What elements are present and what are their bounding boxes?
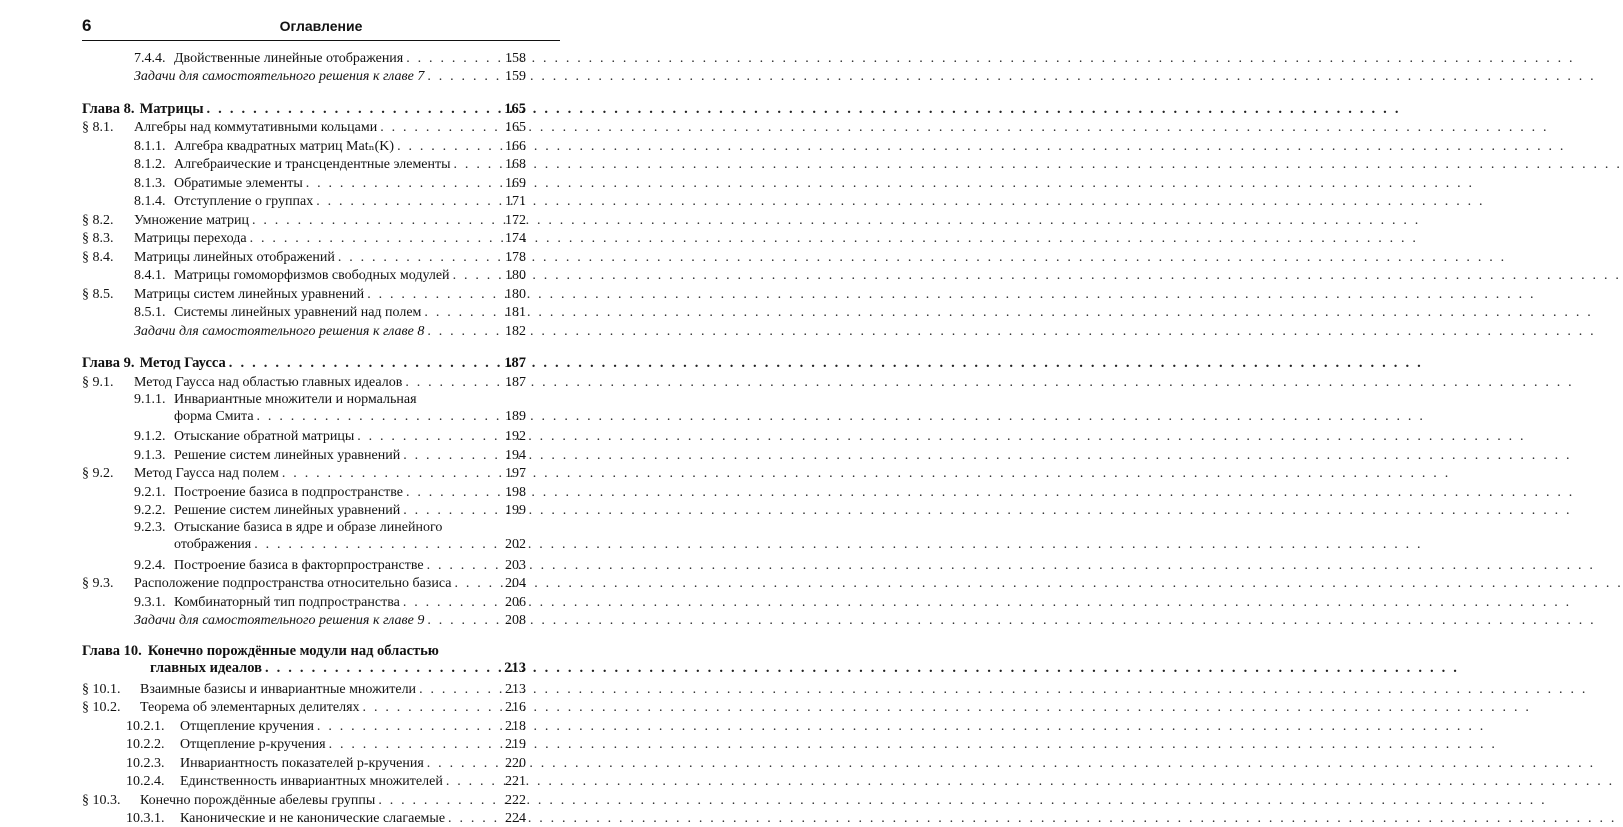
entry-title: Отщепление p-кручения: [180, 736, 326, 753]
entry-page: 165: [502, 101, 526, 118]
running-title: Оглавление: [82, 18, 560, 34]
toc-entry[interactable]: [82, 643, 526, 679]
dot-leader: [367, 286, 499, 303]
entry-number: 9.2.2.: [134, 502, 174, 519]
entry-title: Алгебраические и трансцендентные элементы: [174, 156, 451, 173]
toc-entry[interactable]: [82, 284, 526, 303]
dot-leader: [317, 718, 499, 735]
entry-number: 10.3.1.: [126, 810, 180, 827]
entry-page: 187: [502, 374, 526, 391]
entry-title: Задачи для самостоятельного решения к главе 7: [134, 68, 424, 85]
toc-entry[interactable]: [82, 679, 526, 698]
toc-entry[interactable]: [82, 772, 526, 791]
toc-entry[interactable]: [82, 229, 526, 248]
dot-leader: [403, 502, 499, 519]
entry-title: Взаимные базисы и инвариантные множители: [140, 681, 416, 698]
toc-entry[interactable]: [82, 173, 526, 192]
entry-page: 194: [502, 447, 526, 464]
toc-entry[interactable]: [82, 118, 526, 137]
chapter-gap: [82, 629, 526, 643]
toc-entry[interactable]: [82, 501, 526, 520]
dot-leader: [397, 138, 499, 155]
entry-page: 208: [502, 612, 526, 629]
entry-title-cont: отображения: [174, 536, 251, 553]
entry-number: Глава 8.: [82, 101, 135, 118]
dot-leader: [427, 323, 499, 340]
entry-number: 9.2.3.: [134, 519, 174, 536]
entry-page: 221: [502, 773, 526, 790]
dot-leader: [357, 428, 499, 445]
toc-entry[interactable]: [82, 592, 526, 611]
entry-page: 213: [502, 660, 526, 677]
entry-title: Конечно порождённые абелевы группы: [140, 792, 375, 809]
entry-number: § 10.2.: [82, 699, 140, 716]
dot-leader: [254, 536, 499, 553]
entry-title: Двойственные линейные отображения: [174, 50, 403, 67]
dot-leader: [329, 736, 499, 753]
toc-entry[interactable]: [82, 809, 526, 827]
entry-title: Задачи для самостоятельного решения к главе 9: [134, 612, 424, 629]
dot-leader: [454, 156, 499, 173]
entry-title: Канонические и не канонические слагаемые: [180, 810, 445, 827]
entry-title: Обратимые элементы: [174, 175, 303, 192]
toc-entry[interactable]: [82, 136, 526, 155]
toc-entry[interactable]: [82, 735, 526, 754]
entry-page: 197: [502, 465, 526, 482]
entry-number: § 8.2.: [82, 212, 134, 229]
entry-number: § 8.3.: [82, 230, 134, 247]
toc-entry[interactable]: [82, 266, 526, 285]
book-page: [0, 0, 600, 750]
toc-entry[interactable]: [82, 519, 526, 555]
entry-title: Метод Гаусса над полем: [134, 465, 279, 482]
dot-leader: [403, 447, 499, 464]
entry-page: 159: [502, 68, 526, 85]
dot-leader: [405, 374, 499, 391]
entry-number: § 10.1.: [82, 681, 140, 698]
entry-title: Конечно порождённые модули над областью: [148, 643, 439, 660]
entry-title: Инвариантность показателей p-кручения: [180, 755, 424, 772]
entry-number: 10.2.3.: [126, 755, 180, 772]
entry-number: § 9.2.: [82, 465, 134, 482]
dot-leader: [424, 304, 499, 321]
dot-leader: [229, 355, 499, 372]
dot-leader: [454, 575, 499, 592]
entry-number: 9.1.1.: [134, 391, 174, 408]
dot-leader: [419, 681, 499, 698]
entry-page: 204: [502, 575, 526, 592]
entry-title: Матрицы гомоморфизмов свободных модулей: [174, 267, 450, 284]
toc-entry[interactable]: [82, 464, 526, 483]
toc-entry[interactable]: [82, 354, 526, 373]
entry-title: Алгебра квадратных матриц Matₙ(K): [174, 138, 394, 155]
entry-page: 172: [502, 212, 526, 229]
entry-page: 199: [502, 502, 526, 519]
entry-title: Отщепление кручения: [180, 718, 314, 735]
toc-entry[interactable]: [82, 391, 526, 427]
page-header: [82, 14, 560, 41]
dot-leader: [403, 594, 499, 611]
dot-leader: [406, 50, 499, 67]
dot-leader: [338, 249, 499, 266]
entry-number: 8.1.1.: [134, 138, 174, 155]
entry-page: 206: [502, 594, 526, 611]
entry-title: Матрицы: [140, 101, 204, 118]
entry-page: 187: [502, 355, 526, 372]
entry-title: Матрицы перехода: [134, 230, 247, 247]
dot-leader: [265, 660, 499, 677]
dot-leader: [446, 773, 499, 790]
dot-leader: [363, 699, 499, 716]
entry-page: 180: [502, 286, 526, 303]
dot-leader: [406, 484, 499, 501]
entry-number: 9.1.2.: [134, 428, 174, 445]
toc-entry[interactable]: [82, 790, 526, 809]
entry-number: § 8.1.: [82, 119, 134, 136]
entry-page: 178: [502, 249, 526, 266]
dot-leader: [252, 212, 499, 229]
dot-leader: [207, 101, 499, 118]
entry-page: 168: [502, 156, 526, 173]
toc-entry[interactable]: [82, 303, 526, 322]
toc-entry[interactable]: [82, 482, 526, 501]
entry-page: 158: [502, 50, 526, 67]
entry-title: Умножение матриц: [134, 212, 249, 229]
toc-entry[interactable]: [82, 753, 526, 772]
entry-title: Системы линейных уравнений над полем: [174, 304, 421, 321]
entry-title-cont: форма Смита: [174, 408, 254, 425]
entry-number: 10.2.1.: [126, 718, 180, 735]
toc-entry[interactable]: [82, 427, 526, 446]
dot-leader: [427, 612, 499, 629]
toc-entry[interactable]: [82, 210, 526, 229]
entry-number: § 9.3.: [82, 575, 134, 592]
entry-page: 180: [502, 267, 526, 284]
entry-number: 9.1.3.: [134, 447, 174, 464]
entry-title: Комбинаторный тип подпространства: [174, 594, 400, 611]
toc-entry[interactable]: [82, 716, 526, 735]
entry-page: 192: [502, 428, 526, 445]
toc-entry[interactable]: [82, 372, 526, 391]
entry-title: Матрицы линейных отображений: [134, 249, 335, 266]
dot-leader: [427, 68, 499, 85]
entry-number: 9.2.1.: [134, 484, 174, 501]
dot-leader: [427, 755, 499, 772]
entry-number: 8.4.1.: [134, 267, 174, 284]
chapter-gap: [82, 340, 526, 354]
entry-page: 218: [502, 718, 526, 735]
entry-page: 198: [502, 484, 526, 501]
toc-entry[interactable]: [82, 247, 526, 266]
entry-title: Матрицы систем линейных уравнений: [134, 286, 364, 303]
entry-title: Инвариантные множители и нормальная: [174, 391, 417, 408]
dot-leader: [257, 408, 499, 425]
entry-number: 10.2.2.: [126, 736, 180, 753]
entry-page: 165: [502, 119, 526, 136]
entry-number: 9.3.1.: [134, 594, 174, 611]
entry-number: Глава 9.: [82, 355, 135, 372]
toc-exercises-entry[interactable]: [82, 321, 526, 340]
entry-number: 8.1.3.: [134, 175, 174, 192]
entry-page: 166: [502, 138, 526, 155]
dot-leader: [378, 792, 499, 809]
entry-title: Отыскание обратной матрицы: [174, 428, 354, 445]
entry-page: 203: [502, 557, 526, 574]
entry-title: Расположение подпространства относительно базиса: [134, 575, 451, 592]
dot-leader: [250, 230, 499, 247]
entry-page: 219: [502, 736, 526, 753]
entry-title: Решение систем линейных уравнений: [174, 502, 400, 519]
entry-title: Построение базиса в факторпространстве: [174, 557, 424, 574]
entry-number: § 10.3.: [82, 792, 140, 809]
toc-exercises-entry[interactable]: [82, 611, 526, 630]
toc-entry[interactable]: [82, 99, 526, 118]
entry-page: 189: [502, 408, 526, 425]
entry-page: 213: [502, 681, 526, 698]
entry-page: 182: [502, 323, 526, 340]
entry-number: 8.5.1.: [134, 304, 174, 321]
toc-entry[interactable]: [82, 574, 526, 593]
entry-page: 174: [502, 230, 526, 247]
dot-leader: [453, 267, 499, 284]
toc-entry[interactable]: [82, 445, 526, 464]
entry-number: 7.4.4.: [134, 50, 174, 67]
entry-page: 220: [502, 755, 526, 772]
entry-number: § 8.4.: [82, 249, 134, 266]
dot-leader: [316, 193, 499, 210]
dot-leader: [306, 175, 499, 192]
entry-title: Отыскание базиса в ядре и образе линейного: [174, 519, 442, 536]
entry-title: Решение систем линейных уравнений: [174, 447, 400, 464]
entry-title: Задачи для самостоятельного решения к главе 8: [134, 323, 424, 340]
entry-title-cont: главных идеалов: [150, 660, 262, 677]
toc-entry[interactable]: [82, 48, 526, 67]
toc-entry[interactable]: [82, 555, 526, 574]
entry-number: 10.2.4.: [126, 773, 180, 790]
dot-leader: [427, 557, 499, 574]
entry-title: Отступление о группах: [174, 193, 313, 210]
entry-page: 216: [502, 699, 526, 716]
toc-entry[interactable]: [82, 698, 526, 717]
entry-page: 222: [502, 792, 526, 809]
entry-title: Единственность инвариантных множителей: [180, 773, 443, 790]
entry-number: § 8.5.: [82, 286, 134, 303]
entry-number: 8.1.2.: [134, 156, 174, 173]
dot-leader: [380, 119, 499, 136]
entry-title: Теорема об элементарных делителях: [140, 699, 360, 716]
entry-number: § 9.1.: [82, 374, 134, 391]
entry-title: Построение базиса в подпространстве: [174, 484, 403, 501]
entry-page: 171: [502, 193, 526, 210]
toc-exercises-entry[interactable]: [82, 67, 526, 86]
page-number: 6: [82, 16, 91, 36]
entry-title: Метод Гаусса над областью главных идеалов: [134, 374, 402, 391]
entry-number: Глава 10.: [82, 643, 142, 660]
dot-leader: [282, 465, 499, 482]
entry-page: 181: [502, 304, 526, 321]
entry-page: 202: [502, 536, 526, 553]
entry-title: Алгебры над коммутативными кольцами: [134, 119, 377, 136]
entry-page: 169: [502, 175, 526, 192]
entry-title: Метод Гаусса: [140, 355, 226, 372]
toc-entry[interactable]: [82, 192, 526, 211]
toc-entry[interactable]: [82, 155, 526, 174]
table-of-contents: [82, 48, 526, 827]
entry-page: 224: [502, 810, 526, 827]
entry-number: 8.1.4.: [134, 193, 174, 210]
entry-number: 9.2.4.: [134, 557, 174, 574]
chapter-gap: [82, 85, 526, 99]
dot-leader: [448, 810, 499, 827]
